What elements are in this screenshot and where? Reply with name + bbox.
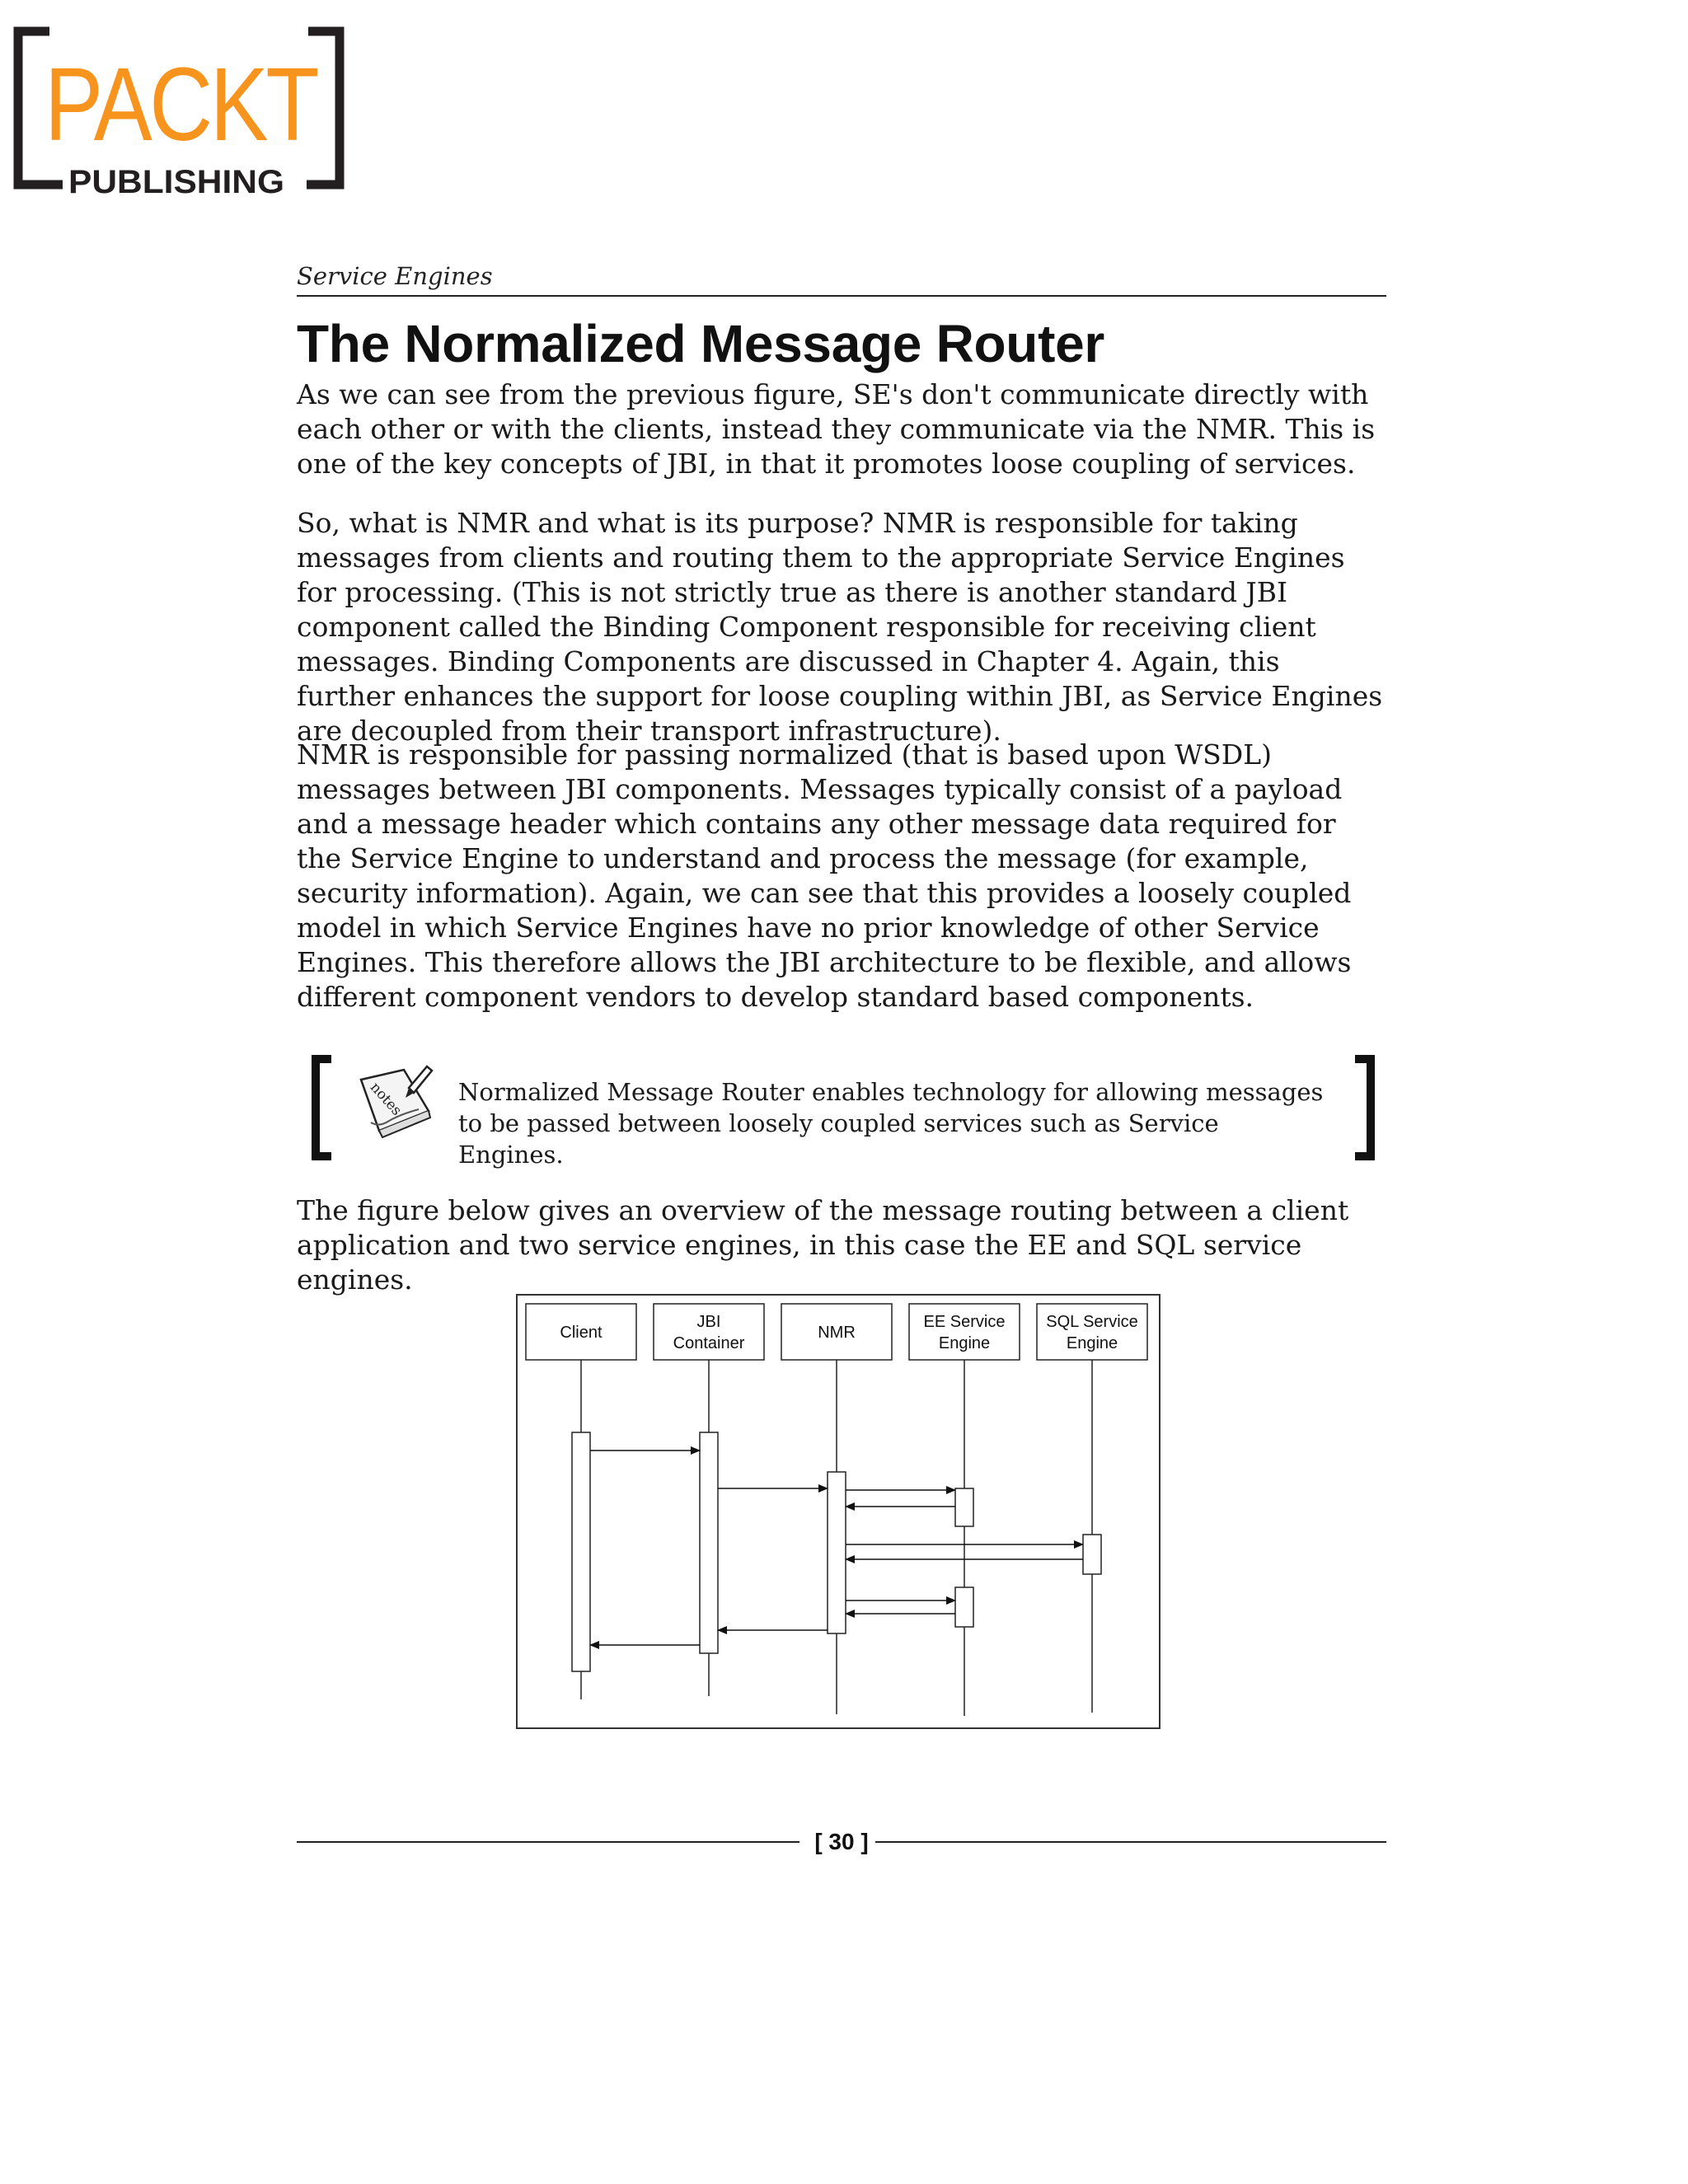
sequence-diagram — [516, 1294, 1160, 1729]
logo-brand: PACKT — [45, 46, 318, 162]
footer-rule-left — [297, 1841, 799, 1843]
notes-icon — [346, 1063, 437, 1146]
running-header: Service Engines — [297, 260, 1386, 297]
paragraph: So, what is NMR and what is its purpose? NMR is responsible for taking messages from clients and routing them to the appropriate Service Engines for processing. (This is not strictly true as there is another standard JBI component called the Binding Component responsible for receiving client messages. Binding Components are discussed in Chapter 4. Again, this further enhances the support for loose coupling within JBI, as Service Engines are decoupled from their transport infrastructure). — [297, 507, 1383, 747]
page-footer — [297, 1825, 1386, 1859]
participant-sql-label: SQL Service — [1046, 1313, 1138, 1331]
participant-sql-label: Engine — [1066, 1334, 1118, 1352]
section-title: The Normalized Message Router — [297, 314, 1104, 373]
packt-publishing-logo — [12, 26, 349, 199]
note-callout — [312, 1055, 1375, 1169]
paragraph: As we can see from the previous figure, SE's don't communicate directly with each other or with the clients, instead they communicate via the NMR. This is one of the key concepts of JBI, in that it promotes loose coupling of services. — [297, 378, 1376, 480]
note-left-bracket — [312, 1055, 331, 1160]
participant-jbi-label: Container — [673, 1334, 745, 1352]
participant-client-label: Client — [560, 1324, 603, 1342]
note-text: Normalized Message Router enables technology for allowing messages to be passed between loosely coupled services such as Service Engines. — [458, 1078, 1324, 1169]
activation-bar-nmr — [828, 1472, 846, 1633]
activation-bar-jbi — [700, 1432, 718, 1653]
footer-rule-right — [875, 1841, 1386, 1843]
participant-nmr-label: NMR — [818, 1324, 856, 1342]
logo-tagline: PUBLISHING — [68, 164, 284, 199]
paragraph: NMR is responsible for passing normalized (that is based upon WSDL) messages between JBI components. Messages typically consist of a payload and a message header which contains any other message data required for the Service Engine to understand and process the message (for example, security information). Again, we can see that this provides a loosely coupled model in which Service Engines have no prior knowledge of other Service Engines. This therefore allows the JBI architecture to be flexible, and allows different component vendors to develop standard based components. — [297, 738, 1352, 1013]
note-right-bracket — [1355, 1055, 1375, 1160]
paragraph: The figure below gives an overview of the message routing between a client application and two service engines, in this case the EE and SQL service engines. — [297, 1194, 1349, 1296]
activation-bar-client — [572, 1432, 590, 1671]
activation-bar-sql — [1083, 1535, 1101, 1574]
page-number: [ 30 ] — [814, 1829, 869, 1854]
participant-jbi-label: JBI — [696, 1313, 721, 1331]
participant-ee-label: EE Service — [923, 1313, 1006, 1331]
notes-icon-label: notes — [366, 1079, 406, 1119]
participant-ee-label: Engine — [938, 1334, 991, 1352]
activation-bar-ee — [955, 1587, 973, 1627]
activation-bar-ee — [955, 1488, 973, 1526]
